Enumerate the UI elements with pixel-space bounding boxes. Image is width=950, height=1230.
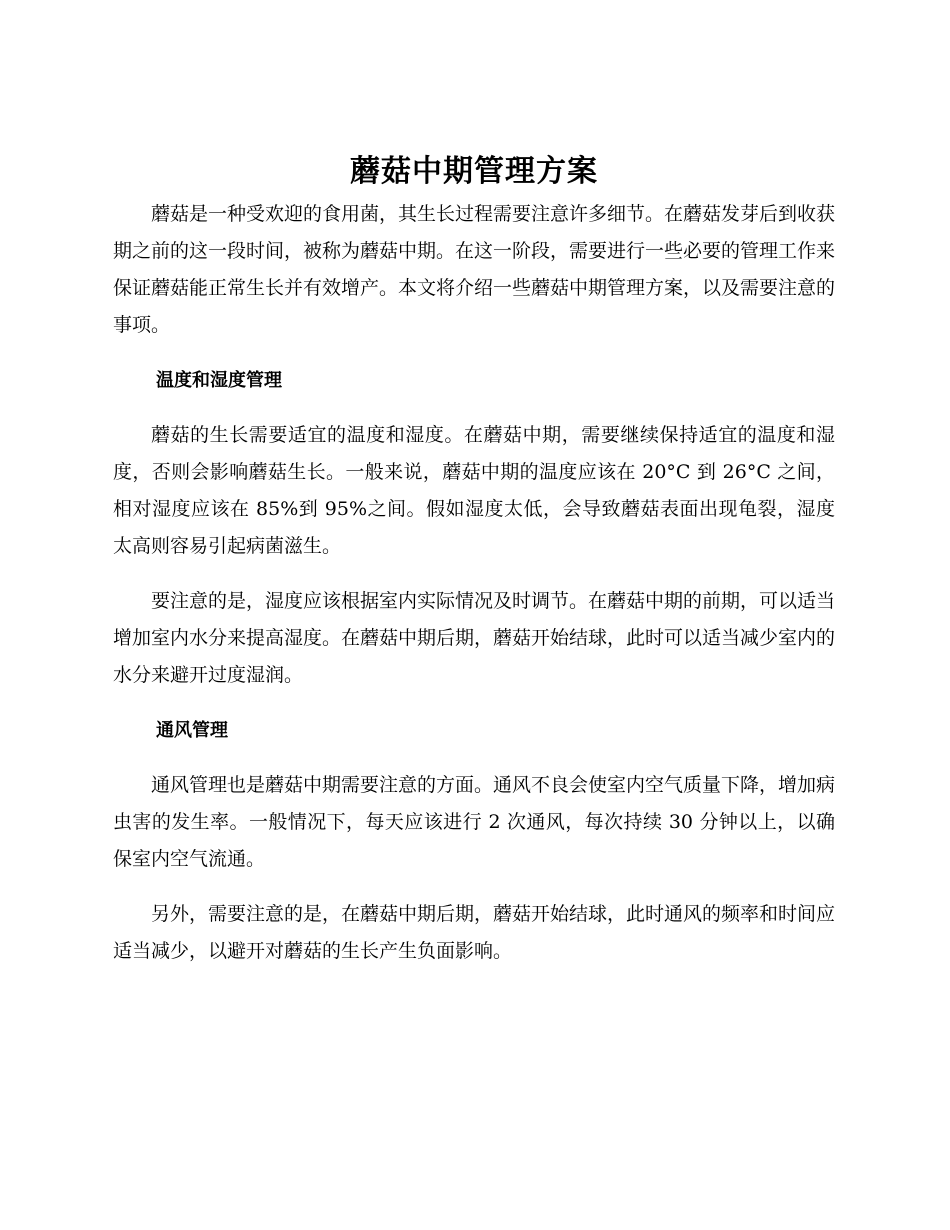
document-page bbox=[113, 148, 835, 988]
section-paragraph: 通风管理也是蘑菇中期需要注意的方面。通风不良会使室内空气质量下降，增加病虫害的发生率。一般情况下，每天应该进行 2 次通风，每次持续 30 分钟以上，以确保室内空气流通。 bbox=[113, 774, 836, 870]
section-paragraph: 蘑菇的生长需要适宜的温度和湿度。在蘑菇中期，需要继续保持适宜的温度和湿度，否则会影响蘑菇生长。一般来说，蘑菇中期的温度应该在 20°C 到 26°C 之间，相对湿度应该在 85%到 95%之间。假如湿度太低，会导致蘑菇表面出现龟裂，湿度太高则容易引起病菌滋生。 bbox=[113, 424, 835, 557]
section-ventilation bbox=[113, 712, 835, 970]
section-heading: 温度和湿度管理 bbox=[156, 370, 282, 391]
section-paragraph: 要注意的是，湿度应该根据室内实际情况及时调节。在蘑菇中期的前期，可以适当增加室内水分来提高湿度。在蘑菇中期后期，蘑菇开始结球，此时可以适当减少室内的水分来避开过度湿润。 bbox=[113, 590, 836, 686]
section-paragraph: 另外，需要注意的是，在蘑菇中期后期，蘑菇开始结球，此时通风的频率和时间应适当减少，以避开对蘑菇的生长产生负面影响。 bbox=[113, 903, 836, 962]
intro-paragraph: 蘑菇是一种受欢迎的食用菌，其生长过程需要注意许多细节。在蘑菇发芽后到收获期之前的这一段时间，被称为蘑菇中期。在这一阶段，需要进行一些必要的管理工作来保证蘑菇能正常生长并有效增产。本文将介绍一些蘑菇中期管理方案，以及需要注意的事项。 bbox=[113, 203, 836, 336]
section-temperature-humidity bbox=[113, 362, 835, 694]
section-heading: 通风管理 bbox=[156, 720, 228, 741]
document-title: 蘑菇中期管理方案 bbox=[350, 154, 598, 189]
